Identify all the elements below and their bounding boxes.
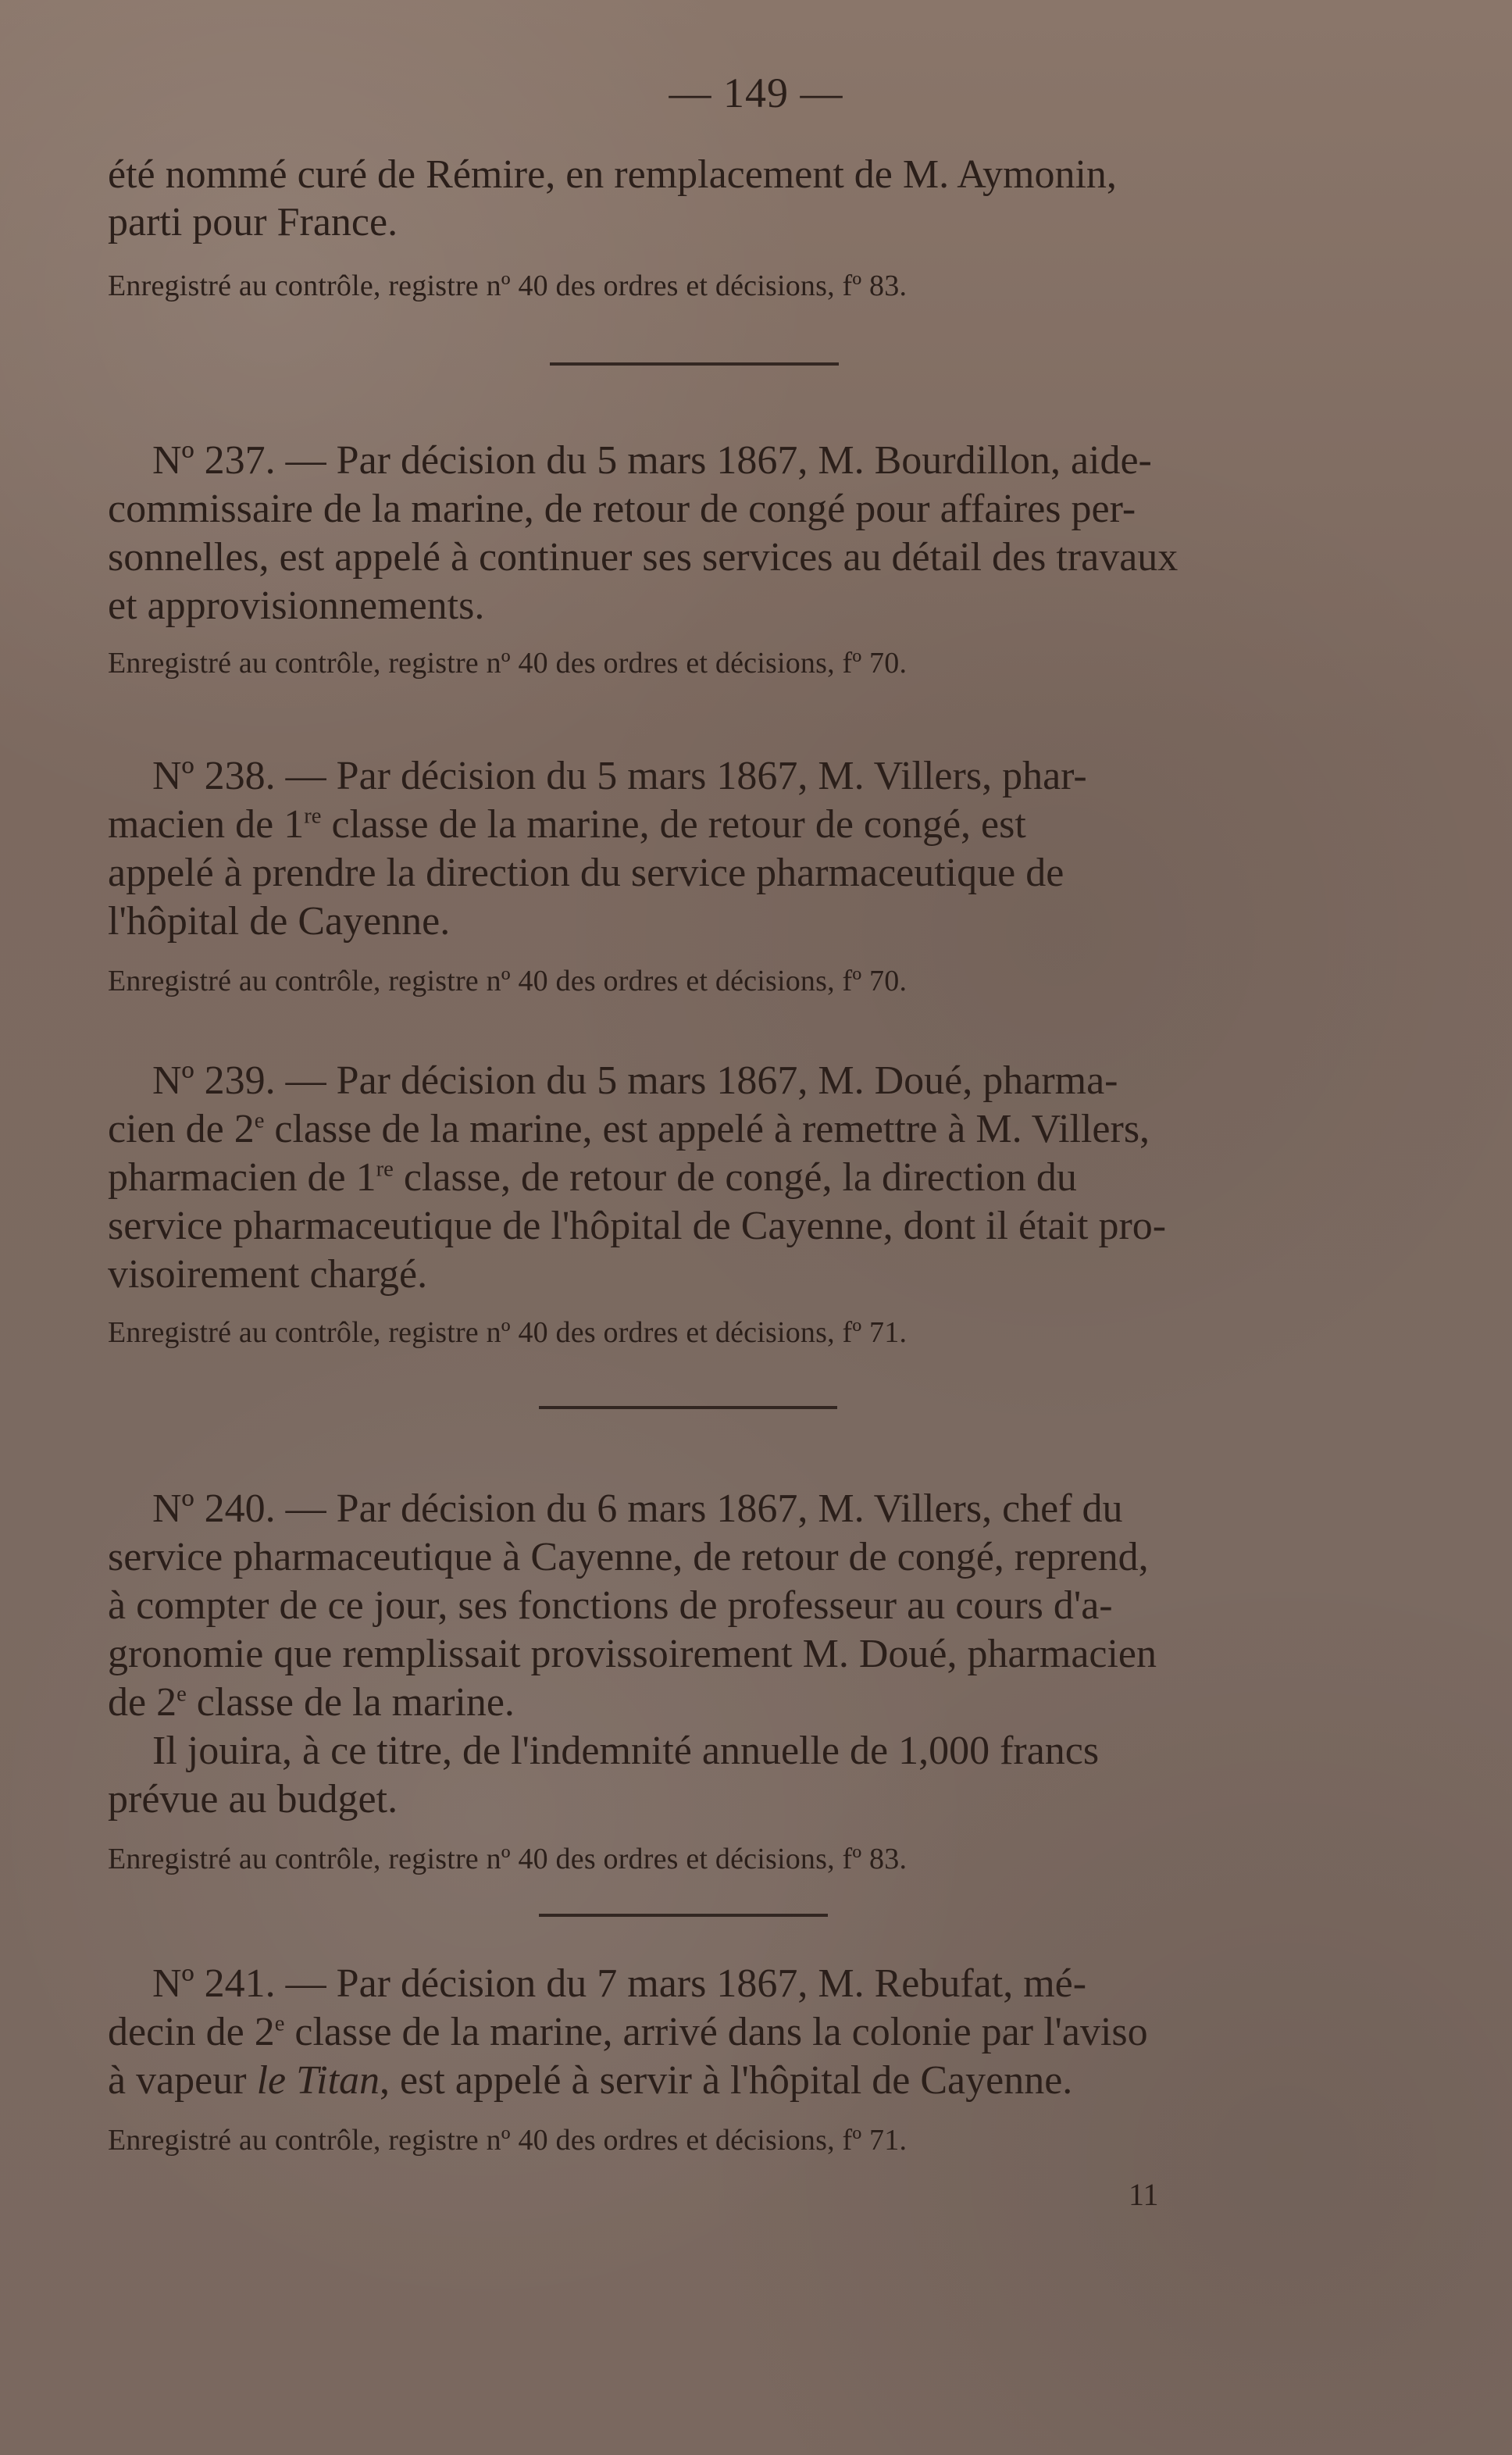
signature-mark: 11 (1129, 2177, 1159, 2212)
entry-237-line-1: Nº 237. — Par décision du 5 mars 1867, M. Bourdillon, aide- (152, 438, 1152, 483)
entry-237-line-4: et approvisionnements. (108, 583, 485, 628)
entry-238-line-2-prefix: macien de 1 (108, 802, 305, 847)
entry-240-line-2: service pharmaceutique à Cayenne, de retour de congé, reprend, (108, 1535, 1149, 1579)
entry-241-line-2 (108, 2012, 1148, 2053)
entry-240-line-7: prévue au budget. (108, 1777, 398, 1822)
entry-240-line-5-sup: e (177, 1682, 187, 1707)
entry-241-line-3-suffix: , est appelé à servir à l'hôpital de Cayenne. (380, 2058, 1073, 2103)
entry-238-registry: Enregistré au contrôle, registre nº 40 des ordres et décisions, fº 70. (108, 965, 908, 997)
entry-241-line-2-prefix: decin de 2 (108, 2010, 275, 2054)
entry-239-line-1: Nº 239. — Par décision du 5 mars 1867, M. Doué, pharma- (152, 1058, 1118, 1103)
section-divider (550, 362, 839, 366)
body-line: été nommé curé de Rémire, en remplacement de M. Aymonin, (108, 152, 1117, 197)
entry-237-registry: Enregistré au contrôle, registre nº 40 des ordres et décisions, fº 70. (108, 647, 908, 680)
entry-240-registry: Enregistré au contrôle, registre nº 40 des ordres et décisions, fº 83. (108, 1843, 908, 1875)
entry-239-line-2-sup: e (254, 1108, 265, 1133)
entry-239-line-3-sup: re (376, 1157, 394, 1182)
section-divider (539, 1914, 828, 1917)
entry-238-line-4: l'hôpital de Cayenne. (108, 899, 451, 944)
entry-239-line-4: service pharmaceutique de l'hôpital de Cayenne, dont il était pro- (108, 1204, 1167, 1248)
entry-240-line-3: à compter de ce jour, ses fonctions de professeur au cours d'a- (108, 1583, 1113, 1628)
entry-239-registry: Enregistré au contrôle, registre nº 40 des ordres et décisions, fº 71. (108, 1316, 908, 1349)
entry-239-line-2-prefix: cien de 2 (108, 1107, 255, 1151)
entry-240-line-5-suffix: classe de la marine. (186, 1680, 515, 1725)
entry-239-line-2 (108, 1109, 1150, 1150)
entry-238-line-2-suffix: classe de la marine, de retour de congé, est (321, 802, 1026, 847)
entry-238-line-1: Nº 238. — Par décision du 5 mars 1867, M. Villers, phar- (152, 754, 1087, 798)
entry-237-line-3: sonnelles, est appelé à continuer ses services au détail des travaux (108, 535, 1179, 580)
entry-241-registry: Enregistré au contrôle, registre nº 40 des ordres et décisions, fº 71. (108, 2124, 908, 2157)
entry-237-line-2: commissaire de la marine, de retour de congé pour affaires per- (108, 487, 1136, 531)
entry-239-line-3 (108, 1155, 1077, 1200)
entry-239-line-2-suffix: classe de la marine, est appelé à remettre à M. Villers, (264, 1107, 1150, 1151)
entry-238-line-2 (108, 802, 1026, 847)
page-number: — 149 — (669, 70, 843, 116)
entry-240-line-5 (108, 1682, 515, 1723)
entry-239-line-3-suffix: classe, de retour de congé, la direction du (393, 1155, 1077, 1200)
entry-241-line-1: Nº 241. — Par décision du 7 mars 1867, M. Rebufat, mé- (152, 1961, 1087, 2006)
entry-240-line-6: Il jouira, à ce titre, de l'indemnité annuelle de 1,000 francs (152, 1729, 1100, 1773)
entry-240-line-1: Nº 240. — Par décision du 6 mars 1867, M. Villers, chef du (152, 1486, 1123, 1531)
entry-239-line-3-prefix: pharmacien de 1 (108, 1155, 376, 1200)
entry-238-line-3: appelé à prendre la direction du service pharmaceutique de (108, 851, 1064, 895)
entry-240-line-4: gronomie que remplissait provissoirement M. Doué, pharmacien (108, 1632, 1157, 1676)
entry-240-line-5-prefix: de 2 (108, 1680, 177, 1725)
entry-241-line-2-sup: e (274, 2011, 285, 2036)
entry-241-line-3-italic: le Titan (256, 2058, 380, 2103)
entry-238-line-2-sup: re (304, 804, 322, 829)
entry-239-line-5: visoirement chargé. (108, 1252, 428, 1297)
body-line: parti pour France. (108, 200, 398, 244)
section-divider (539, 1406, 837, 1409)
entry-241-line-3-prefix: à vapeur (108, 2058, 257, 2103)
entry-241-line-2-suffix: classe de la marine, arrivé dans la colonie par l'aviso (284, 2010, 1148, 2054)
entry-241-line-3 (108, 2058, 1073, 2103)
registry-line: Enregistré au contrôle, registre nº 40 des ordres et décisions, fº 83. (108, 269, 908, 302)
